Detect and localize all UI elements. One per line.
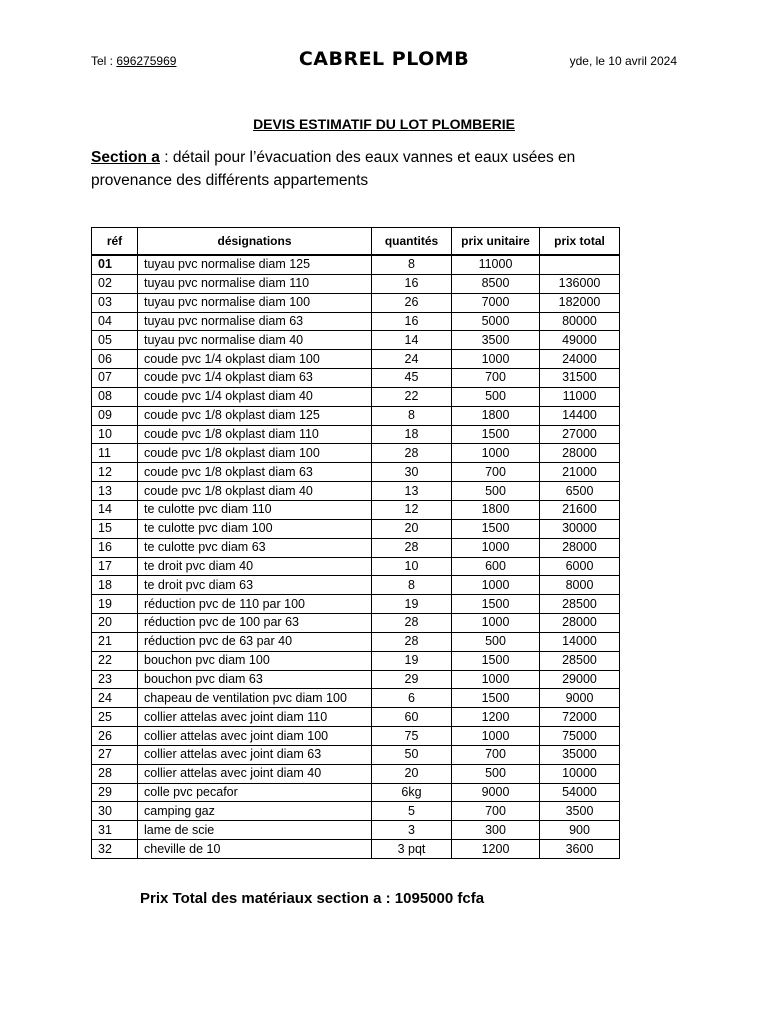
- table-row: [92, 482, 620, 501]
- cell-designation: réduction pvc de 100 par 63: [138, 614, 372, 633]
- cell-unit-price: 1800: [452, 500, 540, 519]
- cell-ref: 30: [92, 802, 138, 821]
- cell-unit-price: 1000: [452, 614, 540, 633]
- cell-designation: tuyau pvc normalise diam 110: [138, 274, 372, 293]
- table-row: [92, 369, 620, 388]
- cell-unit-price: 300: [452, 821, 540, 840]
- cell-total-price: 21000: [540, 463, 620, 482]
- cell-ref: 13: [92, 482, 138, 501]
- cell-quantity: 3 pqt: [372, 840, 452, 859]
- table-row: [92, 802, 620, 821]
- cell-total-price: 35000: [540, 745, 620, 764]
- cell-quantity: 28: [372, 444, 452, 463]
- cell-ref: 16: [92, 538, 138, 557]
- cell-total-price: 28000: [540, 444, 620, 463]
- cell-unit-price: 5000: [452, 312, 540, 331]
- cell-designation: te culotte pvc diam 63: [138, 538, 372, 557]
- cell-total-price: [540, 255, 620, 274]
- cell-quantity: 60: [372, 708, 452, 727]
- cell-unit-price: 1500: [452, 689, 540, 708]
- cell-total-price: 28000: [540, 614, 620, 633]
- cell-quantity: 19: [372, 651, 452, 670]
- cell-total-price: 24000: [540, 350, 620, 369]
- cell-total-price: 8000: [540, 576, 620, 595]
- cell-total-price: 31500: [540, 369, 620, 388]
- cell-ref: 17: [92, 557, 138, 576]
- cell-designation: réduction pvc de 63 par 40: [138, 632, 372, 651]
- cell-total-price: 30000: [540, 519, 620, 538]
- cell-ref: 25: [92, 708, 138, 727]
- cell-quantity: 20: [372, 764, 452, 783]
- cell-quantity: 18: [372, 425, 452, 444]
- cell-quantity: 28: [372, 632, 452, 651]
- table-row: [92, 538, 620, 557]
- cell-quantity: 8: [372, 576, 452, 595]
- cell-quantity: 19: [372, 595, 452, 614]
- table-row: [92, 745, 620, 764]
- cell-ref: 23: [92, 670, 138, 689]
- cell-unit-price: 7000: [452, 293, 540, 312]
- cell-designation: te droit pvc diam 63: [138, 576, 372, 595]
- section-text: : détail pour l’évacuation des eaux vannes et eaux usées en provenance des différents appartements: [91, 149, 576, 189]
- cell-total-price: 28000: [540, 538, 620, 557]
- cell-designation: chapeau de ventilation pvc diam 100: [138, 689, 372, 708]
- cell-unit-price: 1500: [452, 651, 540, 670]
- cell-total-price: 10000: [540, 764, 620, 783]
- cell-total-price: 29000: [540, 670, 620, 689]
- cell-ref: 15: [92, 519, 138, 538]
- table-row: [92, 670, 620, 689]
- table-row: [92, 840, 620, 859]
- cell-ref: 01: [92, 255, 138, 274]
- cell-ref: 19: [92, 595, 138, 614]
- cell-unit-price: 11000: [452, 255, 540, 274]
- cell-ref: 29: [92, 783, 138, 802]
- table-row: [92, 293, 620, 312]
- cell-unit-price: 8500: [452, 274, 540, 293]
- cell-unit-price: 1500: [452, 595, 540, 614]
- cell-ref: 04: [92, 312, 138, 331]
- table-row: [92, 764, 620, 783]
- cell-total-price: 11000: [540, 387, 620, 406]
- cell-total-price: 14400: [540, 406, 620, 425]
- table-row: [92, 689, 620, 708]
- cell-designation: collier attelas avec joint diam 40: [138, 764, 372, 783]
- cell-designation: coude pvc 1/8 okplast diam 110: [138, 425, 372, 444]
- header-unit-price: prix unitaire: [452, 228, 540, 256]
- cell-designation: coude pvc 1/8 okplast diam 125: [138, 406, 372, 425]
- cell-total-price: 80000: [540, 312, 620, 331]
- table-row: [92, 576, 620, 595]
- header-designations: désignations: [138, 228, 372, 256]
- cell-total-price: 21600: [540, 500, 620, 519]
- cell-unit-price: 1000: [452, 576, 540, 595]
- grand-total: Prix Total des matériaux section a : 1095000 fcfa: [140, 890, 485, 907]
- document-header: [91, 48, 677, 76]
- cell-ref: 08: [92, 387, 138, 406]
- cell-total-price: 182000: [540, 293, 620, 312]
- document-date: yde, le 10 avril 2024: [569, 54, 677, 68]
- cell-designation: tuyau pvc normalise diam 100: [138, 293, 372, 312]
- cell-unit-price: 1000: [452, 538, 540, 557]
- cell-ref: 32: [92, 840, 138, 859]
- cell-unit-price: 1000: [452, 444, 540, 463]
- cell-total-price: 54000: [540, 783, 620, 802]
- cell-designation: collier attelas avec joint diam 63: [138, 745, 372, 764]
- cell-quantity: 8: [372, 406, 452, 425]
- cell-ref: 18: [92, 576, 138, 595]
- cell-ref: 05: [92, 331, 138, 350]
- cell-total-price: 3600: [540, 840, 620, 859]
- cell-unit-price: 500: [452, 764, 540, 783]
- section-description: [91, 146, 651, 192]
- cell-total-price: 900: [540, 821, 620, 840]
- cell-quantity: 6kg: [372, 783, 452, 802]
- cell-quantity: 29: [372, 670, 452, 689]
- cell-designation: réduction pvc de 110 par 100: [138, 595, 372, 614]
- table-row: [92, 331, 620, 350]
- cell-designation: colle pvc pecafor: [138, 783, 372, 802]
- cell-total-price: 6000: [540, 557, 620, 576]
- cell-ref: 07: [92, 369, 138, 388]
- cell-quantity: 24: [372, 350, 452, 369]
- table-row: [92, 500, 620, 519]
- cell-designation: tuyau pvc normalise diam 125: [138, 255, 372, 274]
- table-row: [92, 557, 620, 576]
- table-row: [92, 463, 620, 482]
- cell-unit-price: 1200: [452, 708, 540, 727]
- quote-table: [91, 227, 620, 859]
- cell-ref: 21: [92, 632, 138, 651]
- cell-quantity: 8: [372, 255, 452, 274]
- cell-quantity: 45: [372, 369, 452, 388]
- cell-ref: 02: [92, 274, 138, 293]
- cell-quantity: 30: [372, 463, 452, 482]
- cell-ref: 31: [92, 821, 138, 840]
- cell-designation: camping gaz: [138, 802, 372, 821]
- table-row: [92, 425, 620, 444]
- cell-quantity: 16: [372, 274, 452, 293]
- cell-designation: cheville de 10: [138, 840, 372, 859]
- table-row: [92, 350, 620, 369]
- cell-quantity: 20: [372, 519, 452, 538]
- cell-designation: coude pvc 1/4 okplast diam 40: [138, 387, 372, 406]
- cell-ref: 28: [92, 764, 138, 783]
- cell-total-price: 136000: [540, 274, 620, 293]
- table-row: [92, 444, 620, 463]
- cell-designation: tuyau pvc normalise diam 40: [138, 331, 372, 350]
- table-header-row: [92, 228, 620, 256]
- cell-ref: 20: [92, 614, 138, 633]
- cell-ref: 11: [92, 444, 138, 463]
- cell-total-price: 28500: [540, 595, 620, 614]
- cell-quantity: 22: [372, 387, 452, 406]
- cell-quantity: 6: [372, 689, 452, 708]
- cell-quantity: 26: [372, 293, 452, 312]
- cell-designation: bouchon pvc diam 63: [138, 670, 372, 689]
- cell-ref: 12: [92, 463, 138, 482]
- cell-designation: lame de scie: [138, 821, 372, 840]
- table-row: [92, 632, 620, 651]
- cell-unit-price: 500: [452, 632, 540, 651]
- cell-designation: bouchon pvc diam 100: [138, 651, 372, 670]
- cell-ref: 06: [92, 350, 138, 369]
- cell-quantity: 75: [372, 727, 452, 746]
- cell-ref: 03: [92, 293, 138, 312]
- table-row: [92, 595, 620, 614]
- cell-ref: 27: [92, 745, 138, 764]
- cell-unit-price: 1500: [452, 425, 540, 444]
- cell-quantity: 3: [372, 821, 452, 840]
- cell-quantity: 28: [372, 614, 452, 633]
- cell-unit-price: 1500: [452, 519, 540, 538]
- cell-ref: 26: [92, 727, 138, 746]
- table-row: [92, 651, 620, 670]
- phone-number[interactable]: 696275969: [116, 54, 177, 68]
- cell-unit-price: 1000: [452, 670, 540, 689]
- table-row: [92, 387, 620, 406]
- table-row: [92, 312, 620, 331]
- cell-quantity: 50: [372, 745, 452, 764]
- cell-designation: collier attelas avec joint diam 100: [138, 727, 372, 746]
- cell-unit-price: 1000: [452, 350, 540, 369]
- cell-quantity: 13: [372, 482, 452, 501]
- cell-quantity: 12: [372, 500, 452, 519]
- cell-ref: 22: [92, 651, 138, 670]
- table-row: [92, 274, 620, 293]
- cell-ref: 09: [92, 406, 138, 425]
- cell-ref: 10: [92, 425, 138, 444]
- table-row: [92, 406, 620, 425]
- cell-quantity: 10: [372, 557, 452, 576]
- cell-quantity: 14: [372, 331, 452, 350]
- cell-designation: te culotte pvc diam 110: [138, 500, 372, 519]
- cell-total-price: 6500: [540, 482, 620, 501]
- cell-unit-price: 1000: [452, 727, 540, 746]
- cell-unit-price: 1800: [452, 406, 540, 425]
- section-label: Section a: [91, 149, 160, 166]
- cell-designation: coude pvc 1/4 okplast diam 63: [138, 369, 372, 388]
- header-quantities: quantités: [372, 228, 452, 256]
- cell-total-price: 14000: [540, 632, 620, 651]
- header-ref: réf: [92, 228, 138, 256]
- cell-quantity: 5: [372, 802, 452, 821]
- header-total-price: prix total: [540, 228, 620, 256]
- cell-unit-price: 500: [452, 387, 540, 406]
- cell-unit-price: 700: [452, 802, 540, 821]
- cell-quantity: 28: [372, 538, 452, 557]
- cell-designation: coude pvc 1/8 okplast diam 63: [138, 463, 372, 482]
- table-row: [92, 821, 620, 840]
- cell-designation: te droit pvc diam 40: [138, 557, 372, 576]
- cell-designation: coude pvc 1/8 okplast diam 100: [138, 444, 372, 463]
- cell-unit-price: 9000: [452, 783, 540, 802]
- table-row: [92, 614, 620, 633]
- cell-ref: 14: [92, 500, 138, 519]
- table-row: [92, 519, 620, 538]
- cell-total-price: 75000: [540, 727, 620, 746]
- table-row: [92, 727, 620, 746]
- cell-total-price: 28500: [540, 651, 620, 670]
- cell-designation: coude pvc 1/4 okplast diam 100: [138, 350, 372, 369]
- cell-total-price: 27000: [540, 425, 620, 444]
- phone-label: Tel :: [91, 54, 114, 68]
- document-title: DEVIS ESTIMATIF DU LOT PLOMBERIE: [253, 116, 515, 132]
- cell-unit-price: 700: [452, 745, 540, 764]
- cell-unit-price: 3500: [452, 331, 540, 350]
- company-name: CABREL PLOMB: [298, 48, 470, 70]
- cell-unit-price: 700: [452, 369, 540, 388]
- cell-total-price: 9000: [540, 689, 620, 708]
- cell-total-price: 3500: [540, 802, 620, 821]
- cell-total-price: 49000: [540, 331, 620, 350]
- cell-unit-price: 600: [452, 557, 540, 576]
- table-row: [92, 783, 620, 802]
- cell-unit-price: 500: [452, 482, 540, 501]
- table-body: [92, 255, 620, 859]
- cell-designation: tuyau pvc normalise diam 63: [138, 312, 372, 331]
- cell-total-price: 72000: [540, 708, 620, 727]
- cell-quantity: 16: [372, 312, 452, 331]
- table-row: [92, 255, 620, 274]
- cell-designation: te culotte pvc diam 100: [138, 519, 372, 538]
- table-row: [92, 708, 620, 727]
- cell-unit-price: 700: [452, 463, 540, 482]
- cell-designation: coude pvc 1/8 okplast diam 40: [138, 482, 372, 501]
- cell-unit-price: 1200: [452, 840, 540, 859]
- cell-ref: 24: [92, 689, 138, 708]
- cell-designation: collier attelas avec joint diam 110: [138, 708, 372, 727]
